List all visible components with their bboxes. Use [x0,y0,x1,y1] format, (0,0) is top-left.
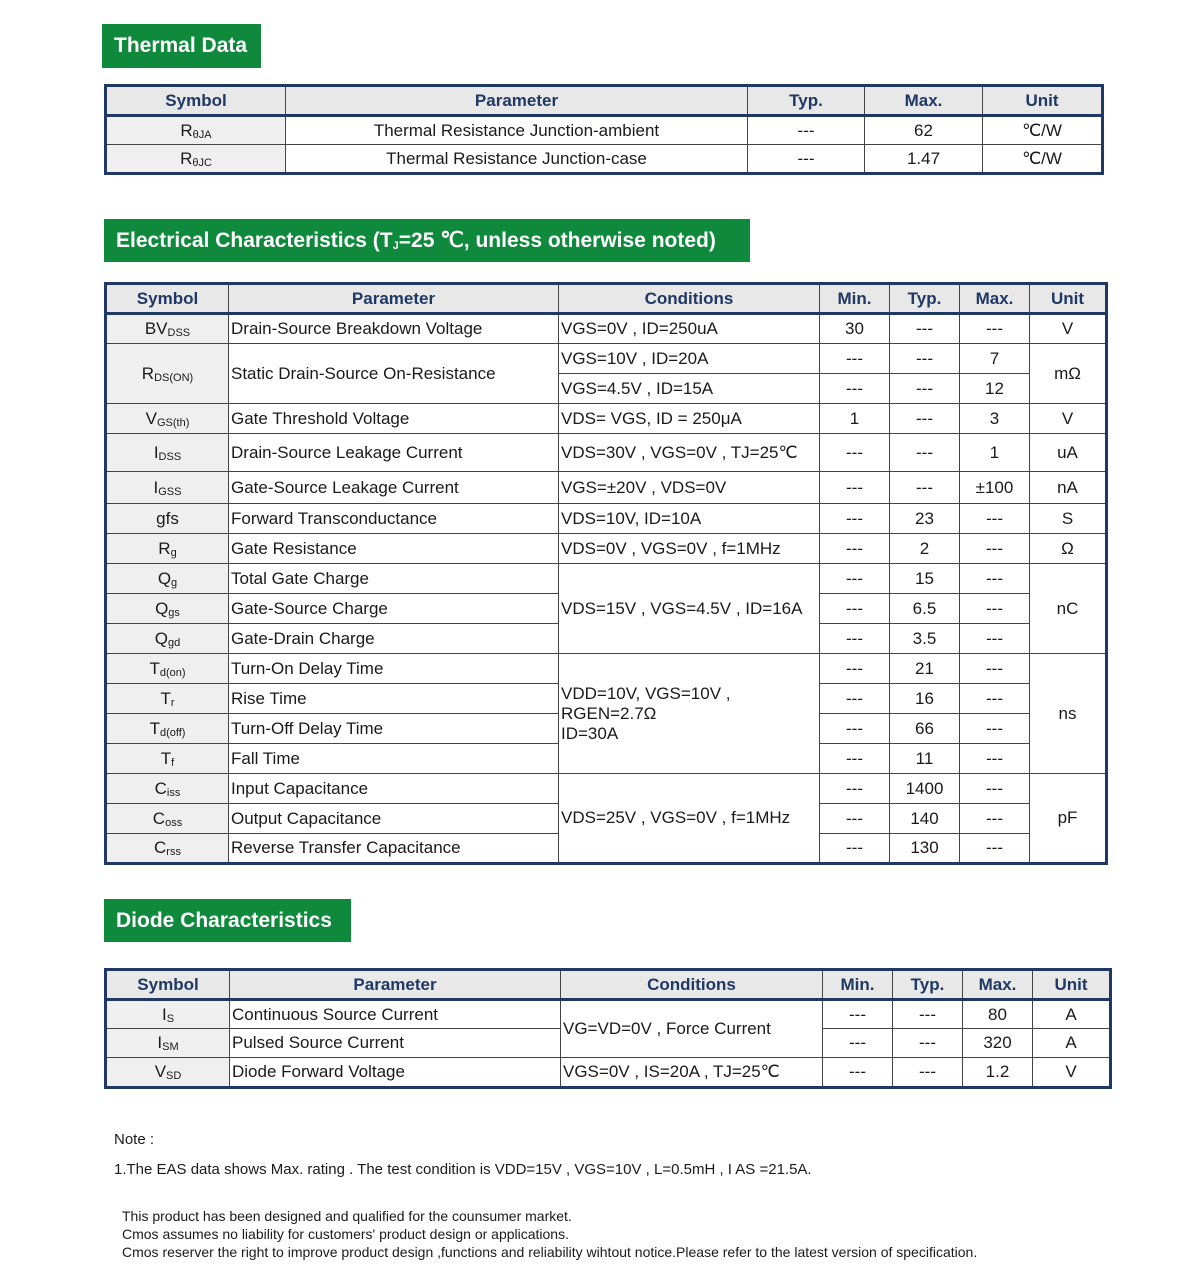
table-row [106,116,1103,145]
typ-cell: 16 [890,684,960,714]
typ-cell: 140 [890,804,960,834]
parameter-cell: Gate-Source Charge [229,594,559,624]
table-row [106,654,1107,684]
typ-cell: 2 [890,534,960,564]
table-row [106,404,1107,434]
max-cell: 3 [960,404,1030,434]
symbol-cell: $T_{d(on)}$ [106,654,229,684]
col-max: Max. [960,284,1030,314]
unit-cell: mΩ [1030,344,1107,404]
unit-cell: pF [1030,774,1107,864]
unit-cell: V [1033,1058,1111,1088]
conditions-cell: VDS=10V, ID=10A [559,504,820,534]
col-parameter: Parameter [230,970,561,1000]
electrical-title: Electrical Characteristics ($T_J=25$ ℃, unless otherwise noted) [116,229,716,252]
parameter-cell: Gate Resistance [229,534,559,564]
unit-cell: V [1030,404,1107,434]
typ-cell: --- [890,344,960,374]
conditions-cell: VGS=4.5V , ID=15A [559,374,820,404]
typ-cell: --- [748,116,865,145]
thermal-title: Thermal Data [114,34,248,57]
typ-cell: 11 [890,744,960,774]
symbol-cell: $T_r$ [106,684,229,714]
max-cell: --- [960,504,1030,534]
parameter-cell: Gate-Source Leakage Current [229,472,559,504]
max-cell: 80 [963,1000,1033,1029]
min-cell: --- [820,344,890,374]
symbol-cell: $I_{DSS}$ [106,434,229,472]
symbol-cell: $I_S$ [106,1000,230,1029]
col-parameter: Parameter [286,86,748,116]
parameter-cell: Input Capacitance [229,774,559,804]
max-cell: 12 [960,374,1030,404]
conditions-cell: VDS=0V , VGS=0V , f=1MHz [559,534,820,564]
min-cell: --- [820,594,890,624]
conditions-cell: VGS=0V , ID=250uA [559,314,820,344]
min-cell: --- [820,684,890,714]
typ-cell: 1400 [890,774,960,804]
symbol-cell: $Q_{gs}$ [106,594,229,624]
parameter-cell: Thermal Resistance Junction-case [286,145,748,174]
min-cell: --- [823,1029,893,1058]
unit-cell: ℃/W [983,145,1103,174]
parameter-cell: Output Capacitance [229,804,559,834]
symbol-cell: $T_f$ [106,744,229,774]
max-cell: 7 [960,344,1030,374]
typ-cell: 23 [890,504,960,534]
table-row [106,314,1107,344]
footer-line: Cmos reserver the right to improve product design ,functions and reliability wihtout notice.Please refer to the latest version of specification. [122,1244,978,1260]
max-cell: --- [960,564,1030,594]
col-typ: Typ. [893,970,963,1000]
conditions-cell: VDD=10V, VGS=10V , RGEN=2.7Ω ID=30A [559,654,820,774]
parameter-cell: Gate-Drain Charge [229,624,559,654]
min-cell: --- [820,714,890,744]
footer-line: This product has been designed and qualified for the counsumer market. [122,1208,572,1224]
symbol-cell: $R_g$ [106,534,229,564]
thermal-data-header [102,24,261,68]
electrical-table [104,282,1108,865]
symbol-cell: $T_{d(off)}$ [106,714,229,744]
max-cell: ±100 [960,472,1030,504]
conditions-cell: VDS=30V , VGS=0V , TJ=25℃ [559,434,820,472]
col-symbol: Symbol [106,86,286,116]
min-cell: --- [820,834,890,864]
typ-cell: 15 [890,564,960,594]
note-line-1: 1.The EAS data shows Max. rating . The test condition is VDD=15V , VGS=10V , L=0.5mH , I AS =21.5A. [114,1161,812,1178]
footer-disclaimer [122,1207,977,1261]
parameter-cell: Static Drain-Source On-Resistance [229,344,559,404]
conditions-cell: VDS= VGS, ID = 250μA [559,404,820,434]
max-cell: --- [960,314,1030,344]
typ-cell: --- [890,434,960,472]
typ-cell: 66 [890,714,960,744]
symbol-cell: $I_{SM}$ [106,1029,230,1058]
parameter-cell: Diode Forward Voltage [230,1058,561,1088]
parameter-cell: Drain-Source Leakage Current [229,434,559,472]
min-cell: --- [820,654,890,684]
typ-cell: --- [893,1000,963,1029]
typ-cell: --- [890,404,960,434]
table-row [106,472,1107,504]
conditions-cell: VG=VD=0V , Force Current [561,1000,823,1058]
max-cell: --- [960,684,1030,714]
col-symbol: Symbol [106,970,230,1000]
max-cell: 1.47 [865,145,983,174]
col-max: Max. [865,86,983,116]
table-row [106,344,1107,374]
col-conditions: Conditions [561,970,823,1000]
thermal-table [104,84,1104,175]
max-cell: --- [960,594,1030,624]
symbol-cell: $R_{\theta JA}$ [106,116,286,145]
table-row [106,434,1107,472]
diode-header [104,899,351,942]
parameter-cell: Total Gate Charge [229,564,559,594]
col-max: Max. [963,970,1033,1000]
col-typ: Typ. [748,86,865,116]
max-cell: --- [960,624,1030,654]
symbol-cell: $BV_{DSS}$ [106,314,229,344]
symbol-cell: $Q_g$ [106,564,229,594]
table-row [106,1058,1111,1088]
max-cell: 1.2 [963,1058,1033,1088]
min-cell: --- [820,774,890,804]
min-cell: --- [820,744,890,774]
typ-cell: --- [748,145,865,174]
symbol-cell: $C_{iss}$ [106,774,229,804]
parameter-cell: Drain-Source Breakdown Voltage [229,314,559,344]
min-cell: --- [820,374,890,404]
table-row [106,534,1107,564]
unit-cell: nA [1030,472,1107,504]
note-label: Note : [114,1131,155,1148]
typ-cell: 3.5 [890,624,960,654]
max-cell: --- [960,744,1030,774]
col-min: Min. [823,970,893,1000]
min-cell: --- [820,534,890,564]
unit-cell: A [1033,1000,1111,1029]
parameter-cell: Gate Threshold Voltage [229,404,559,434]
col-unit: Unit [1030,284,1107,314]
table-row [106,504,1107,534]
unit-cell: S [1030,504,1107,534]
table-row [106,564,1107,594]
conditions-cell: VGS=0V , IS=20A , TJ=25℃ [561,1058,823,1088]
min-cell: --- [820,624,890,654]
max-cell: --- [960,534,1030,564]
diode-table [104,968,1112,1089]
min-cell: --- [820,504,890,534]
parameter-cell: Turn-On Delay Time [229,654,559,684]
min-cell: --- [820,804,890,834]
col-conditions: Conditions [559,284,820,314]
typ-cell: --- [890,472,960,504]
typ-cell: --- [890,314,960,344]
symbol-cell: $Q_{gd}$ [106,624,229,654]
max-cell: --- [960,834,1030,864]
min-cell: --- [820,434,890,472]
footer-line: Cmos assumes no liability for customers' product design or applications. [122,1226,569,1242]
parameter-cell: Thermal Resistance Junction-ambient [286,116,748,145]
max-cell: 1 [960,434,1030,472]
min-cell: --- [823,1058,893,1088]
typ-cell: --- [893,1058,963,1088]
max-cell: --- [960,804,1030,834]
electrical-header [104,219,750,262]
parameter-cell: Forward Transconductance [229,504,559,534]
symbol-cell: $R_{DS(ON)}$ [106,344,229,404]
unit-cell: nC [1030,564,1107,654]
min-cell: 30 [820,314,890,344]
col-symbol: Symbol [106,284,229,314]
max-cell: --- [960,714,1030,744]
unit-cell: ℃/W [983,116,1103,145]
max-cell: 62 [865,116,983,145]
typ-cell: --- [890,374,960,404]
typ-cell: 21 [890,654,960,684]
symbol-cell: $C_{rss}$ [106,834,229,864]
unit-cell: Ω [1030,534,1107,564]
symbol-cell: gfs [106,504,229,534]
parameter-cell: Reverse Transfer Capacitance [229,834,559,864]
parameter-cell: Continuous Source Current [230,1000,561,1029]
typ-cell: 130 [890,834,960,864]
min-cell: 1 [820,404,890,434]
unit-cell: V [1030,314,1107,344]
min-cell: --- [820,564,890,594]
table-row [106,145,1103,174]
max-cell: 320 [963,1029,1033,1058]
diode-title: Diode Characteristics [116,908,332,932]
symbol-cell: $R_{\theta JC}$ [106,145,286,174]
symbol-cell: $V_{SD}$ [106,1058,230,1088]
symbol-cell: $C_{oss}$ [106,804,229,834]
table-row [106,1000,1111,1029]
parameter-cell: Pulsed Source Current [230,1029,561,1058]
col-min: Min. [820,284,890,314]
typ-cell: 6.5 [890,594,960,624]
typ-cell: --- [893,1029,963,1058]
col-unit: Unit [1033,970,1111,1000]
col-unit: Unit [983,86,1103,116]
unit-cell: ns [1030,654,1107,774]
max-cell: --- [960,654,1030,684]
col-parameter: Parameter [229,284,559,314]
table-row [106,774,1107,804]
conditions-cell: VGS=±20V , VDS=0V [559,472,820,504]
min-cell: --- [823,1000,893,1029]
conditions-cell: VGS=10V , ID=20A [559,344,820,374]
parameter-cell: Turn-Off Delay Time [229,714,559,744]
min-cell: --- [820,472,890,504]
conditions-cell: VDS=15V , VGS=4.5V , ID=16A [559,564,820,654]
col-typ: Typ. [890,284,960,314]
symbol-cell: $I_{GSS}$ [106,472,229,504]
unit-cell: uA [1030,434,1107,472]
parameter-cell: Fall Time [229,744,559,774]
conditions-cell: VDS=25V , VGS=0V , f=1MHz [559,774,820,864]
max-cell: --- [960,774,1030,804]
unit-cell: A [1033,1029,1111,1058]
symbol-cell: $V_{GS(th)}$ [106,404,229,434]
parameter-cell: Rise Time [229,684,559,714]
